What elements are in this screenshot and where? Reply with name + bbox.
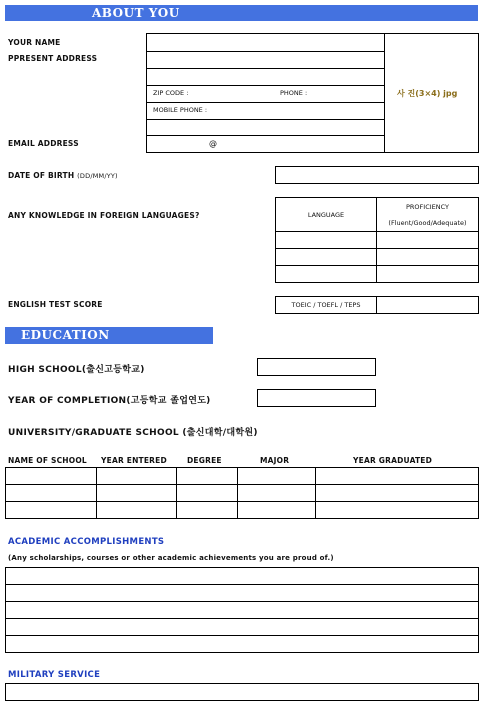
email-at-sign: @ xyxy=(209,139,217,148)
proficiency-header-text: PROFICIENCY xyxy=(405,202,450,211)
date-of-birth-field[interactable] xyxy=(275,166,479,184)
mobile-phone-label: MOBILE PHONE : xyxy=(153,106,208,114)
date-of-birth-label xyxy=(8,171,118,180)
email-address-label: EMAIL ADDRESS xyxy=(8,139,79,148)
edu-cell[interactable] xyxy=(316,485,479,502)
language-cell[interactable] xyxy=(276,232,377,249)
test-types-text: TOEIC / TOEFL / TEPS xyxy=(291,301,361,309)
languages-table xyxy=(275,197,479,283)
education-table xyxy=(5,467,479,519)
edu-cell[interactable] xyxy=(177,502,238,519)
language-cell[interactable] xyxy=(276,266,377,283)
photo-box[interactable] xyxy=(384,34,479,152)
academic-row[interactable] xyxy=(6,585,479,602)
test-score-field[interactable] xyxy=(377,297,479,314)
proficiency-cell[interactable] xyxy=(377,249,479,266)
edu-cell[interactable] xyxy=(177,485,238,502)
name-address-block xyxy=(146,33,479,153)
edu-cell[interactable] xyxy=(238,485,316,502)
edu-col-degree: DEGREE xyxy=(187,456,222,465)
military-title: MILITARY SERVICE xyxy=(8,670,101,680)
english-test-label: ENGLISH TEST SCORE xyxy=(8,300,103,309)
edu-cell[interactable] xyxy=(6,468,97,485)
academic-row[interactable] xyxy=(6,636,479,653)
edu-col-year-graduated: YEAR GRADUATED xyxy=(353,456,433,465)
phone-label: PHONE : xyxy=(280,89,308,97)
education-header xyxy=(5,327,213,344)
academic-title: ACADEMIC ACCOMPLISHMENTS xyxy=(8,537,165,547)
university-label: UNIVERSITY/GRADUATE SCHOOL (출신대학/대학원) xyxy=(8,428,258,438)
edu-cell[interactable] xyxy=(6,485,97,502)
email-field[interactable] xyxy=(147,135,384,152)
edu-cell[interactable] xyxy=(6,502,97,519)
education-title: EDUCATION xyxy=(21,328,110,342)
language-header xyxy=(276,198,377,232)
zip-code-label: ZIP CODE : xyxy=(153,89,189,97)
mobile-phone-row xyxy=(147,102,384,120)
academic-row[interactable] xyxy=(6,602,479,619)
language-header-text: LANGUAGE xyxy=(307,210,345,219)
about-you-header xyxy=(5,5,478,21)
language-cell[interactable] xyxy=(276,249,377,266)
edu-cell[interactable] xyxy=(316,502,479,519)
edu-cell[interactable] xyxy=(238,468,316,485)
academic-subtitle: (Any scholarships, courses or other academic achievements you are proud of.) xyxy=(8,554,334,562)
address-line-3[interactable] xyxy=(147,119,384,136)
high-school-field[interactable] xyxy=(257,358,376,376)
proficiency-sub-text: (Fluent/Good/Adequate) xyxy=(388,218,467,227)
date-of-birth-text: DATE OF BIRTH xyxy=(8,171,75,180)
photo-placeholder-text: 사 진(3×4) jpg xyxy=(397,89,458,98)
edu-cell[interactable] xyxy=(97,468,177,485)
edu-cell[interactable] xyxy=(177,468,238,485)
academic-row[interactable] xyxy=(6,619,479,636)
english-test-table xyxy=(275,296,479,314)
year-completion-field[interactable] xyxy=(257,389,376,407)
proficiency-header xyxy=(377,198,479,232)
military-field[interactable] xyxy=(5,683,479,701)
year-completion-label: YEAR OF COMPLETION(고등학교 졸업연도) xyxy=(8,396,211,406)
address-line-1[interactable] xyxy=(147,51,384,69)
test-types-cell xyxy=(276,297,377,314)
proficiency-cell[interactable] xyxy=(377,266,479,283)
edu-cell[interactable] xyxy=(97,502,177,519)
address-line-2[interactable] xyxy=(147,68,384,86)
present-address-label: PPRESENT ADDRESS xyxy=(8,54,98,63)
name-field[interactable] xyxy=(147,34,384,52)
edu-col-name: NAME OF SCHOOL xyxy=(8,456,87,465)
academic-row[interactable] xyxy=(6,568,479,585)
high-school-label: HIGH SCHOOL(출신고등학교) xyxy=(8,365,145,375)
edu-cell[interactable] xyxy=(97,485,177,502)
edu-cell[interactable] xyxy=(238,502,316,519)
academic-table xyxy=(5,567,479,653)
about-you-title: ABOUT YOU xyxy=(92,6,180,20)
dob-format: (DD/MM/YY) xyxy=(77,172,118,180)
edu-cell[interactable] xyxy=(316,468,479,485)
edu-col-year-entered: YEAR ENTERED xyxy=(101,456,167,465)
zip-phone-row xyxy=(147,85,384,103)
edu-col-major: MAJOR xyxy=(260,456,290,465)
foreign-languages-label: ANY KNOWLEDGE IN FOREIGN LANGUAGES? xyxy=(8,211,200,220)
your-name-label: YOUR NAME xyxy=(8,38,61,47)
proficiency-cell[interactable] xyxy=(377,232,479,249)
